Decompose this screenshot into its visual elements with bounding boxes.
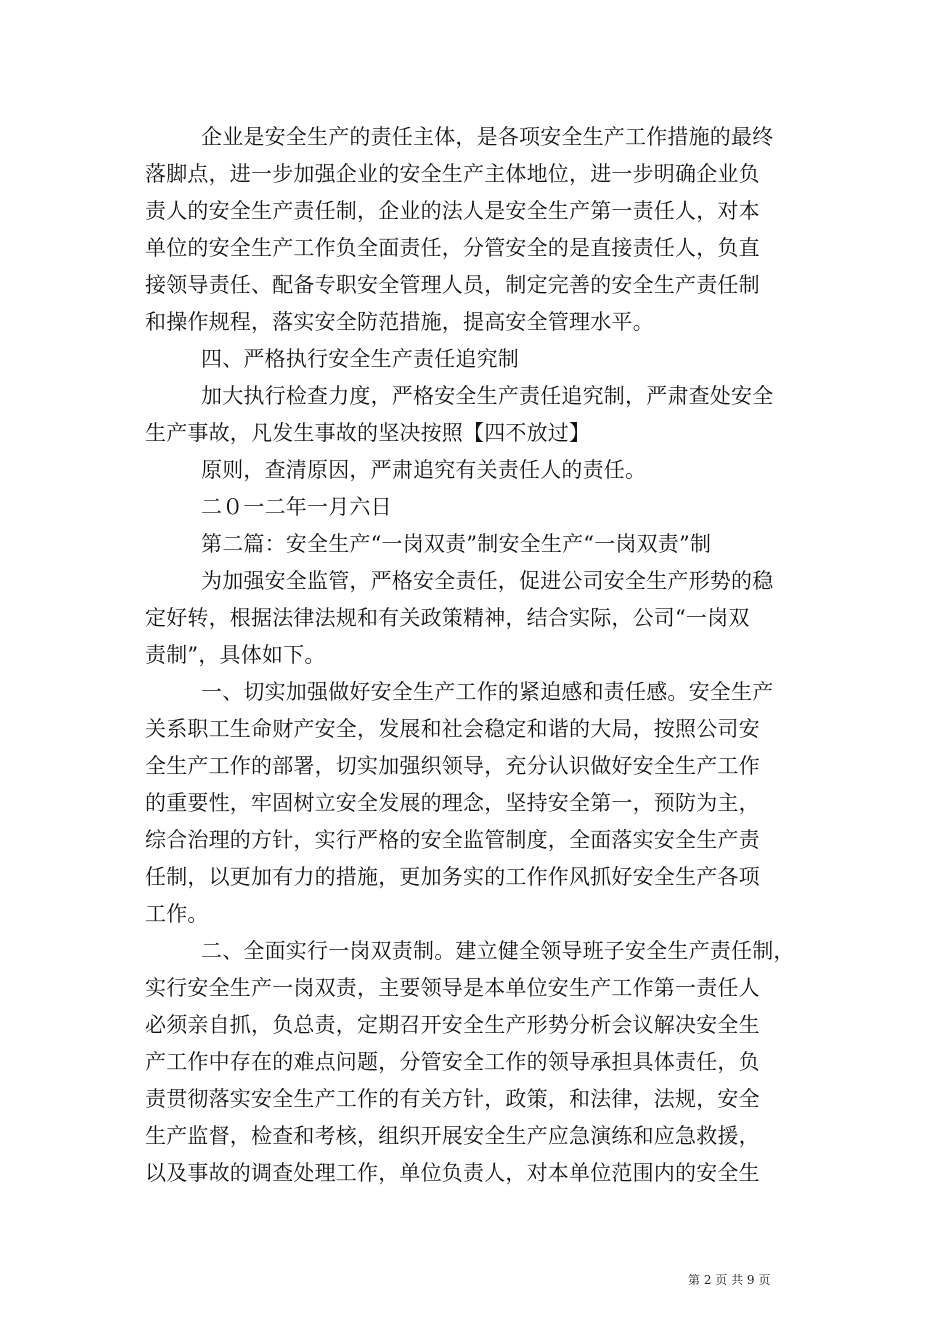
paragraph-line: 加大执行检查力度，严格安全生产责任追究制，严肃查处安全 — [201, 384, 774, 408]
paragraph-line: 以及事故的调查处理工作，单位负责人，对本单位范围内的安全生 — [145, 1161, 760, 1185]
paragraph-line: 企业是安全生产的责任主体，是各项安全生产工作措施的最终 — [201, 125, 774, 149]
paragraph-line: 一、切实加强做好安全生产工作的紧迫感和责任感。安全生产 — [201, 680, 774, 704]
paragraph-line: 生产监督，检查和考核，组织开展安全生产应急演练和应急救援， — [145, 1124, 760, 1148]
section-heading: 四、严格执行安全生产责任追究制 — [201, 347, 519, 371]
paragraph-line: 责人的安全生产责任制，企业的法人是安全生产第一责任人，对本 — [145, 199, 760, 223]
paragraph-line: 为加强安全监管，严格安全责任，促进公司安全生产形势的稳 — [201, 569, 774, 593]
paragraph-line: 必须亲自抓，负总责，定期召开安全生产形势分析会议解决安全生 — [145, 1013, 760, 1037]
paragraph-line: 产工作中存在的难点问题，分管安全工作的领导承担具体责任，负 — [145, 1050, 760, 1074]
paragraph-line: 接领导责任、配备专职安全管理人员，制定完善的安全生产责任制 — [145, 273, 760, 297]
paragraph-line: 全生产工作的部署，切实加强织领导，充分认识做好安全生产工作 — [145, 754, 760, 778]
paragraph-line: 二、全面实行一岗双责制。建立健全领导班子安全生产责任制， — [201, 939, 795, 963]
paragraph-line: 工作。 — [145, 902, 209, 926]
paragraph-line: 责贯彻落实安全生产工作的有关方针，政策，和法律，法规，安全 — [145, 1087, 760, 1111]
paragraph-line: 和操作规程，落实安全防范措施，提高安全管理水平。 — [145, 310, 654, 334]
paragraph-line: 实行安全生产一岗双责，主要领导是本单位安生产工作第一责任人 — [145, 976, 760, 1000]
paragraph-line: 任制，以更加有力的措施，更加务实的工作作风抓好安全生产各项 — [145, 865, 760, 889]
paragraph-line: 落脚点，进一步加强企业的安全生产主体地位，进一步明确企业负 — [145, 162, 760, 186]
paragraph-line: 的重要性，牢固树立安全发展的理念，坚持安全第一，预防为主， — [145, 791, 760, 815]
paragraph-line: 综合治理的方针，实行严格的安全监管制度，全面落实安全生产责 — [145, 828, 760, 852]
paragraph-line: 关系职工生命财产安全，发展和社会稳定和谐的大局，按照公司安 — [145, 717, 760, 741]
paragraph-line: 原则，查清原因，严肃追究有关责任人的责任。 — [201, 458, 647, 482]
paragraph-line: 单位的安全生产工作负全面责任，分管安全的是直接责任人，负直 — [145, 236, 760, 260]
section-title: 第二篇：安全生产“一岗双责”制安全生产“一岗双责”制 — [201, 532, 712, 556]
paragraph-line: 定好转，根据法律法规和有关政策精神，结合实际，公司“一岗双 — [145, 606, 750, 630]
paragraph-line: 责制”，具体如下。 — [145, 643, 326, 667]
page-number-footer: 第 2 页 共 9 页 — [688, 1273, 771, 1287]
date-line: 二０一二年一月六日 — [201, 495, 392, 519]
paragraph-line: 生产事故，凡发生事故的坚决按照【四不放过】 — [145, 421, 591, 445]
